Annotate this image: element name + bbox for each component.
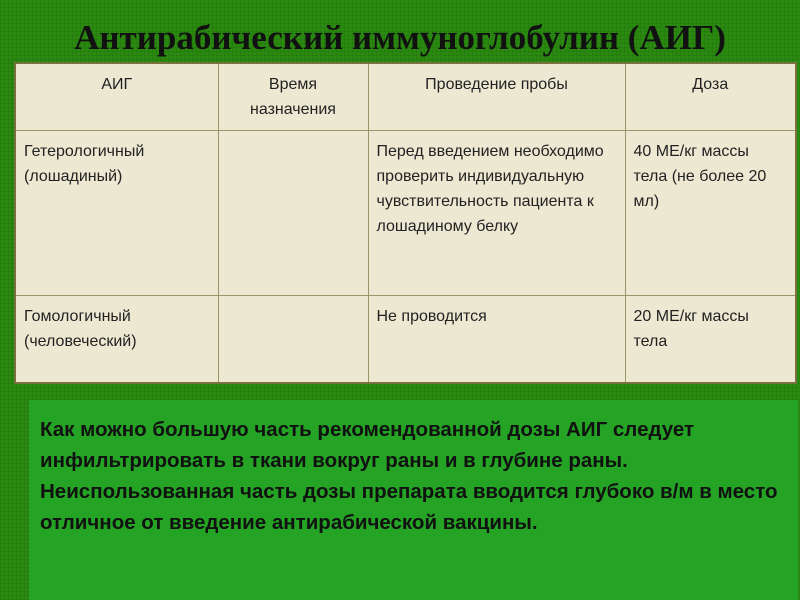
table-header-row [15, 63, 796, 131]
table-cell [218, 131, 368, 296]
table-cell [218, 296, 368, 384]
header-cell-test: Проведение пробы [368, 63, 625, 131]
aig-table [14, 62, 797, 384]
table-cell: Не проводится [368, 296, 625, 384]
table-row [15, 296, 796, 384]
header-cell-time: Время назначения [218, 63, 368, 131]
header-cell-dose: Доза [625, 63, 796, 131]
table-cell: 40 МЕ/кг массы тела (не более 20 мл) [625, 131, 796, 296]
table-cell: Гомологичный (человеческий) [15, 296, 218, 384]
slide-title: Антирабический иммуноглобулин (АИГ) [74, 18, 726, 57]
note-text: Как можно большую часть рекомендованной дозы АИГ следует инфильтрировать в ткани вокруг раны и в глубине раны. Неиспользованная часть дозы препарата вводится глубоко в/м в место отличное от введение антирабической вакцины. [40, 418, 778, 534]
table-row [15, 131, 796, 296]
table-cell: Перед введением необходимо проверить индивидуальную чувствительность пациента к лошадиному белку [368, 131, 625, 296]
header-cell-aig: АИГ [15, 63, 218, 131]
table-cell: Гетерологичный (лошадиный) [15, 131, 218, 296]
table-cell: 20 МЕ/кг массы тела [625, 296, 796, 384]
